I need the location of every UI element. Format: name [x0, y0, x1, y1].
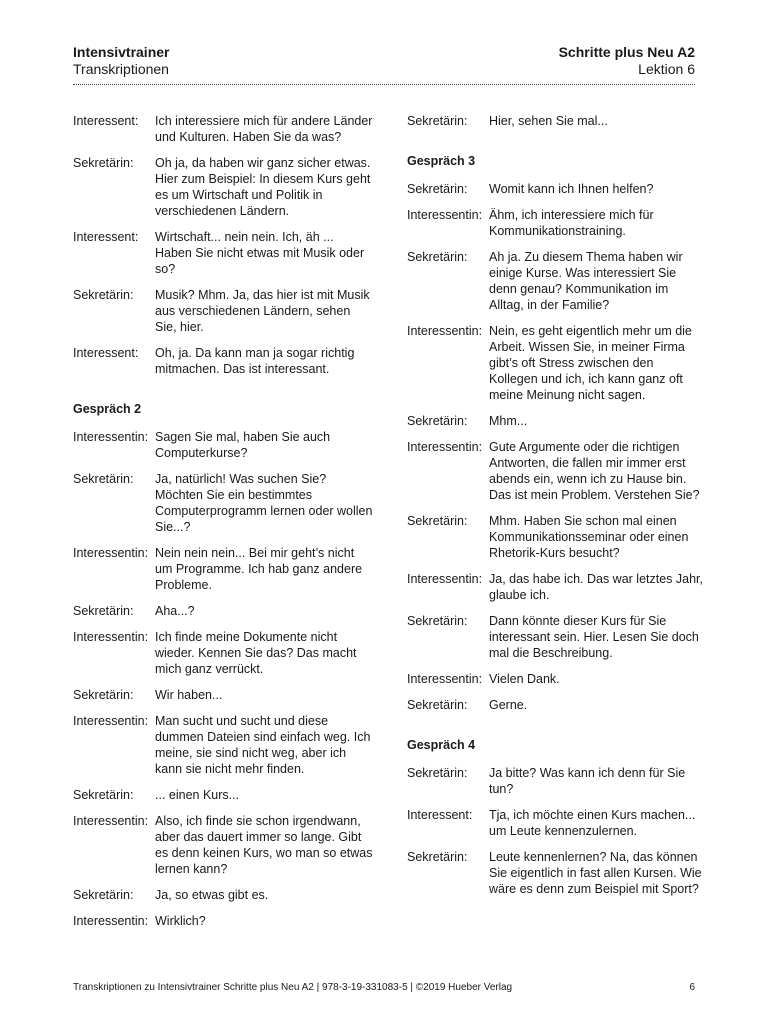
utterance-text: Mhm...	[489, 414, 528, 428]
dialogue-line	[73, 603, 373, 619]
dialogue-line	[407, 571, 703, 603]
utterance-text: Wir haben...	[155, 688, 223, 702]
speaker-label: Sekretärin:	[73, 288, 134, 302]
utterance-text: Mhm. Haben Sie schon mal einen Kommunikationsseminar oder einen Rhetorik-Kurs besucht?	[489, 514, 689, 560]
utterance-text: Gerne.	[489, 698, 528, 712]
utterance-text: Womit kann ich Ihnen helfen?	[489, 182, 654, 196]
dialogue-line	[73, 287, 373, 335]
header-left-title: Intensivtrainer	[73, 44, 170, 60]
dialogue-line	[407, 207, 703, 239]
utterance-text: Ich finde meine Dokumente nicht wieder. Kennen Sie das? Das macht mich ganz verrückt.	[155, 630, 357, 676]
utterance-text: Musik? Mhm. Ja, das hier ist mit Musik aus verschiedenen Ländern, sehen Sie, hier.	[155, 288, 370, 334]
utterance-text: Oh ja, da haben wir ganz sicher etwas. Hier zum Beispiel: In diesem Kurs geht es um Wirtschaft und Politik in verschiedenen Ländern.	[155, 156, 371, 218]
section-heading-gespraech-3: Gespräch 3	[407, 154, 476, 168]
speaker-label: Interessentin:	[407, 324, 483, 338]
dialogue-line	[73, 887, 373, 903]
utterance-text: Ich interessiere mich für andere Länder und Kulturen. Haben Sie da was?	[155, 114, 373, 144]
speaker-label: Sekretärin:	[73, 688, 134, 702]
dialogue-line	[407, 765, 703, 797]
speaker-label: Sekretärin:	[407, 698, 468, 712]
speaker-label: Interessentin:	[407, 572, 483, 586]
utterance-text: Aha...?	[155, 604, 195, 618]
right-column	[407, 113, 703, 907]
dialogue-line	[73, 155, 373, 219]
speaker-label: Interessentin:	[407, 440, 483, 454]
utterance-text: ... einen Kurs...	[155, 788, 240, 802]
speaker-label: Sekretärin:	[73, 472, 134, 486]
speaker-label: Sekretärin:	[73, 788, 134, 802]
speaker-label: Sekretärin:	[407, 514, 468, 528]
dialogue-line	[407, 249, 703, 313]
utterance-text: Vielen Dank.	[489, 672, 560, 686]
utterance-text: Hier, sehen Sie mal...	[489, 114, 608, 128]
dialogue-line	[73, 813, 373, 877]
dialogue-line	[407, 671, 703, 687]
speaker-label: Sekretärin:	[407, 614, 468, 628]
speaker-label: Sekretärin:	[73, 888, 134, 902]
dialogue-line	[73, 545, 373, 593]
utterance-text: Leute kennenlernen? Na, das können Sie eigentlich in fast allen Kursen. Wie wäre es denn zum Beispiel mit Sport?	[489, 850, 702, 896]
dialogue-line	[407, 323, 703, 403]
dialogue-line	[407, 849, 703, 897]
dialogue-line	[407, 513, 703, 561]
page-header	[73, 44, 695, 80]
dialogue-line	[407, 807, 703, 839]
utterance-text: Nein, es geht eigentlich mehr um die Arbeit. Wissen Sie, in meiner Firma gibt’s oft Stress zwischen den Kollegen und ich, ich kann ganz oft meine Meinung nicht sagen.	[489, 324, 692, 402]
dialogue-line	[73, 471, 373, 535]
left-column	[73, 113, 373, 939]
speaker-label: Interessentin:	[407, 208, 483, 222]
speaker-label: Sekretärin:	[407, 766, 468, 780]
dialogue-line	[73, 429, 373, 461]
utterance-text: Ja, natürlich! Was suchen Sie? Möchten Sie ein bestimmtes Computerprogramm lernen oder wollen Sie...?	[155, 472, 373, 534]
dialogue-group	[407, 765, 703, 897]
speaker-label: Interessent:	[73, 114, 139, 128]
dialogue-line	[73, 687, 373, 703]
dialogue-line	[73, 713, 373, 777]
dialogue-line	[73, 113, 373, 145]
header-divider	[73, 84, 695, 85]
utterance-text: Wirtschaft... nein nein. Ich, äh ... Haben Sie nicht etwas mit Musik oder so?	[155, 230, 365, 276]
footer-text: Transkriptionen zu Intensivtrainer Schritte plus Neu A2 | 978-3-19-331083-5 | ©2019 Hueber Verlag	[73, 982, 513, 993]
speaker-label: Sekretärin:	[407, 114, 468, 128]
speaker-label: Interessent:	[407, 808, 473, 822]
utterance-text: Dann könnte dieser Kurs für Sie interessant sein. Hier. Lesen Sie doch mal die Beschreibung.	[489, 614, 699, 660]
page-number: 6	[689, 982, 695, 993]
utterance-text: Gute Argumente oder die richtigen Antworten, die fallen mir immer erst abends ein, wenn ich zu Hause bin. Das ist mein Problem. Verstehen Sie?	[489, 440, 700, 502]
header-right-title: Schritte plus Neu A2	[558, 44, 695, 60]
dialogue-line	[407, 113, 703, 129]
header-right	[559, 44, 695, 78]
dialogue-line	[407, 439, 703, 503]
speaker-label: Interessent:	[73, 230, 139, 244]
dialogue-group	[73, 429, 373, 929]
speaker-label: Interessentin:	[73, 714, 149, 728]
header-left	[73, 44, 169, 78]
header-left-subtitle: Transkriptionen	[73, 61, 169, 77]
dialogue-line	[73, 629, 373, 677]
dialogue-line	[407, 413, 703, 429]
speaker-label: Interessentin:	[73, 546, 149, 560]
dialogue-line	[407, 181, 703, 197]
utterance-text: Ja, so etwas gibt es.	[155, 888, 269, 902]
header-right-subtitle: Lektion 6	[638, 61, 695, 77]
section-heading-gespraech-2: Gespräch 2	[73, 402, 142, 416]
page-footer	[73, 982, 695, 994]
speaker-label: Sekretärin:	[407, 250, 468, 264]
dialogue-line	[73, 345, 373, 377]
speaker-label: Interessentin:	[407, 672, 483, 686]
speaker-label: Sekretärin:	[407, 850, 468, 864]
utterance-text: Wirklich?	[155, 914, 206, 928]
dialogue-line	[73, 229, 373, 277]
utterance-text: Ähm, ich interessiere mich für Kommunikationstraining.	[489, 208, 654, 238]
dialogue-line	[407, 697, 703, 713]
speaker-label: Interessentin:	[73, 814, 149, 828]
utterance-text: Nein nein nein... Bei mir geht’s nicht um Programme. Ich hab ganz andere Probleme.	[155, 546, 363, 592]
utterance-text: Tja, ich möchte einen Kurs machen... um Leute kennenzulernen.	[489, 808, 696, 838]
dialogue-line	[73, 787, 373, 803]
utterance-text: Ja, das habe ich. Das war letztes Jahr, glaube ich.	[489, 572, 703, 602]
speaker-label: Interessentin:	[73, 914, 149, 928]
utterance-text: Ja bitte? Was kann ich denn für Sie tun?	[489, 766, 686, 796]
utterance-text: Ah ja. Zu diesem Thema haben wir einige Kurse. Was interessiert Sie denn genau? Kommunikation im Alltag, in der Familie?	[489, 250, 683, 312]
dialogue-group	[407, 181, 703, 713]
speaker-label: Sekretärin:	[73, 604, 134, 618]
utterance-text: Man sucht und sucht und diese dummen Dateien sind einfach weg. Ich meine, sie sind nicht weg, aber ich kann sie nicht mehr finden.	[155, 714, 371, 776]
dialogue-group	[73, 113, 373, 377]
speaker-label: Sekretärin:	[73, 156, 134, 170]
section-heading-gespraech-4: Gespräch 4	[407, 738, 476, 752]
speaker-label: Sekretärin:	[407, 414, 468, 428]
speaker-label: Interessentin:	[73, 430, 149, 444]
dialogue-group	[407, 113, 703, 129]
speaker-label: Sekretärin:	[407, 182, 468, 196]
speaker-label: Interessent:	[73, 346, 139, 360]
speaker-label: Interessentin:	[73, 630, 149, 644]
utterance-text: Sagen Sie mal, haben Sie auch Computerkurse?	[155, 430, 331, 460]
utterance-text: Oh, ja. Da kann man ja sogar richtig mitmachen. Das ist interessant.	[155, 346, 355, 376]
dialogue-line	[407, 613, 703, 661]
utterance-text: Also, ich finde sie schon irgendwann, aber das dauert immer so lange. Gibt es denn keinen Kurs, wo man so etwas lernen kann?	[155, 814, 373, 876]
dialogue-line	[73, 913, 373, 929]
